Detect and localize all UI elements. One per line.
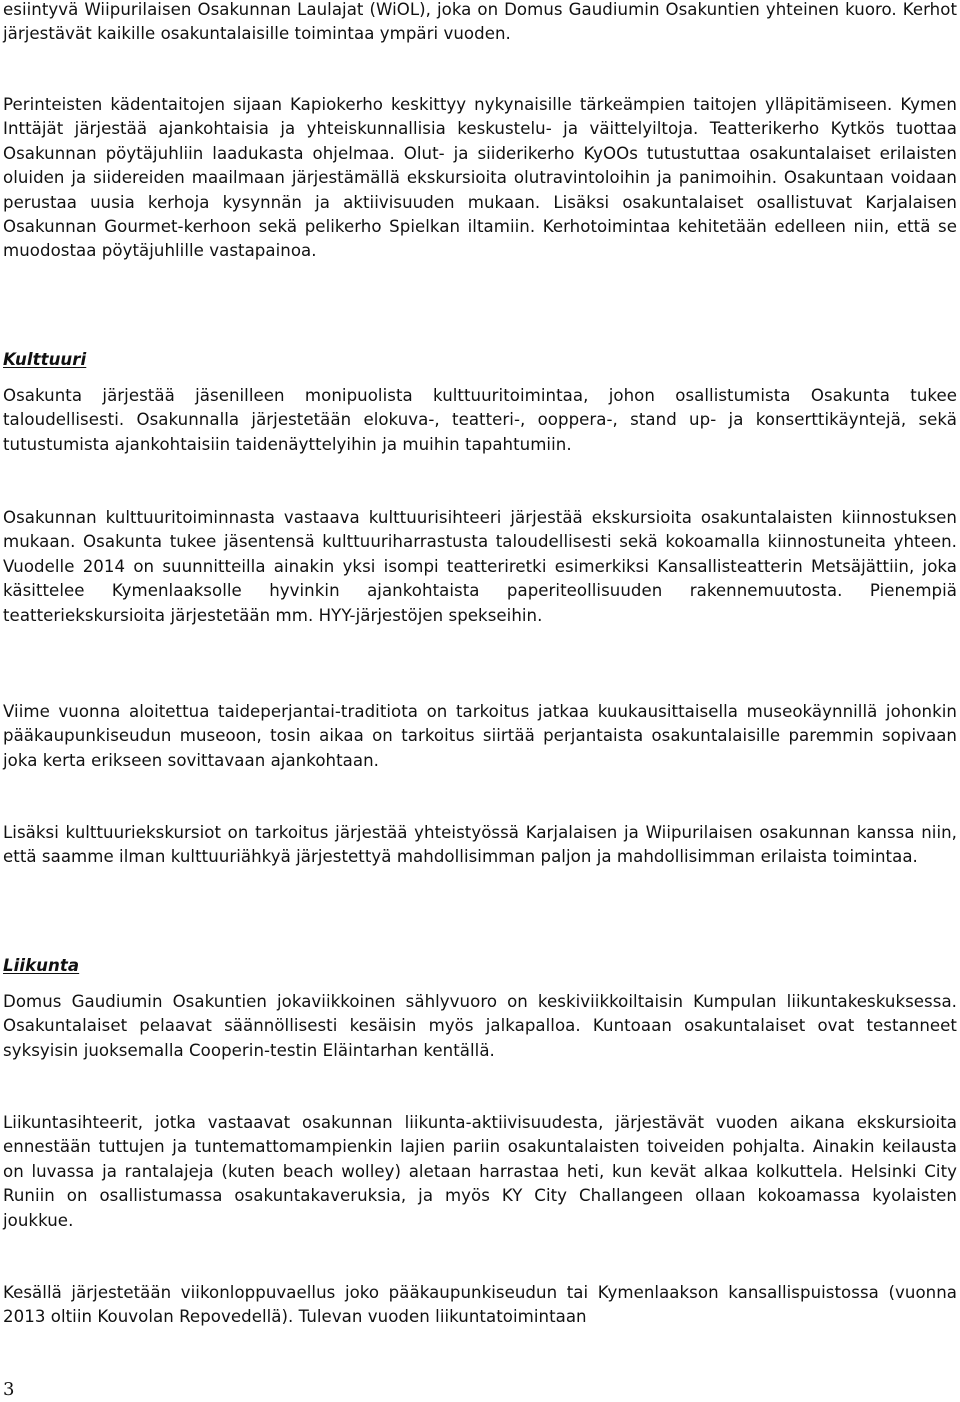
- paragraph-kulttuurisihteeri: Osakunnan kulttuuritoiminnasta vastaava kulttuurisihteeri järjestää ekskursioita osakuntalaisten kiinnostuksen mukaan. Osakunta tukee jäsentensä kulttuuriharrastusta taloudellisesti sekä kokoamalla kiinnostuneita yhteen. Vuodelle 2014 on suunnitteilla ainakin yksi isompi teatteriretki esimerkiksi Kansallisteatterin Metsäjättiin, joka käsittelee Kymenlaaksolle hyvinkin ajankohtaista paperiteollisuuden rakennemuutosta. Pienempiä teatteriekskursioita järjestetään mm. HYY-järjestöjen spekseihin.: [3, 508, 957, 625]
- paragraph-yhteistyo: Lisäksi kulttuuriekskursiot on tarkoitus järjestää yhteistyössä Karjalaisen ja Wiipurilaisen osakunnan kanssa niin, että saamme ilman kulttuuriähkyä järjestettyä mahdollisimman paljon ja mahdollisimman erilaista toimintaa.: [3, 823, 957, 867]
- paragraph-sahlyvuoro: Domus Gaudiumin Osakuntien jokaviikkoinen sählyvuoro on keskiviikkoiltaisin Kumpulan liikuntakeskuksessa. Osakuntalaiset pelaavat säännöllisesti kesäisin myös jalkapalloa. Kuntoaan osakuntalaiset ovat testanneet syksyisin juoksemalla Cooperin-testin Eläintarhan kentällä.: [3, 992, 957, 1060]
- paragraph-kulttuuri-intro: Osakunta järjestää jäsenilleen monipuolista kulttuuritoimintaa, johon osallistumista Osakunta tukee taloudellisesti. Osakunnalla järjestetään elokuva-, teatteri-, ooppera-, stand up- ja konserttikäyntejä, sekä tutustumista ajankohtaisiin taidenäyttelyihin ja muihin tapahtumiin.: [3, 386, 957, 454]
- section-heading-kulttuuri: Kulttuuri: [3, 350, 87, 369]
- paragraph-vaellus: Kesällä järjestetään viikonloppuvaellus joko pääkaupunkiseudun tai Kymenlaakson kansallispuistossa (vuonna 2013 oltiin Kouvolan Repovedellä). Tulevan vuoden liikuntatoimintaan: [3, 1283, 957, 1327]
- page-number: 3: [3, 1379, 15, 1400]
- paragraph-kuoro: esiintyvä Wiipurilaisen Osakunnan Laulajat (WiOL), joka on Domus Gaudiumin Osakuntien yhteinen kuoro. Kerhot järjestävät kaikille osakuntalaisille toimintaa ympäri vuoden.: [3, 0, 957, 44]
- paragraph-liikuntasihteerit: Liikuntasihteerit, jotka vastaavat osakunnan liikunta-aktiivisuudesta, järjestävät vuoden aikana ekskursioita ennestään tuttujen ja tuntemattomampienkin lajien pariin osakuntalaisten toiveiden pohjalta. Ainakin keilausta on luvassa ja rantalajeja (kuten beach wolley) aletaan harrastaa heti, kun kevät alkaa kolkuttela. Helsinki City Runiin on osallistumassa osakuntakaveruksia, ja myös KY City Challangeen ollaan kokoamassa kyolaisten joukkue.: [3, 1113, 957, 1230]
- paragraph-taideperjantai: Viime vuonna aloitettua taideperjantai-traditiota on tarkoitus jatkaa kuukausittaisella museokäynnillä johonkin pääkaupunkiseudun museoon, tosin aikaa on tarkoitus siirtää perjantaista osakuntalaisille paremmin sopivaan joka kerta erikseen sovittavaan ajankohtaan.: [3, 702, 957, 770]
- section-heading-liikunta: Liikunta: [3, 956, 80, 975]
- paragraph-kerhot: Perinteisten kädentaitojen sijaan Kapiokerho keskittyy nykynaisille tärkeämpien taitojen ylläpitämiseen. Kymen Inttäjät järjestää ajankohtaisia ja yhteiskunnallisia keskustelu- ja väittelyiltoja. Teatterikerho Kytkös tuottaa Osakunnan pöytäjuhliin laadukasta ohjelmaa. Olut- ja siiderikerho KyOOs tutustuttaa osakuntalaiset erilaisten oluiden ja siidereiden maailmaan järjestämällä ekskursioita olutravintoloihin ja panimoihin. Osakuntaan voidaan perustaa uusia kerhoja kysynnän ja aktiivisuuden mukaan. Lisäksi osakuntalaiset osallistuvat Karjalaisen Osakunnan Gourmet-kerhoon sekä pelikerho Spielkan iltamiin. Kerhotoimintaa kehitetään edelleen niin, että se muodostaa pöytäjuhlille vastapainoa.: [3, 95, 957, 261]
